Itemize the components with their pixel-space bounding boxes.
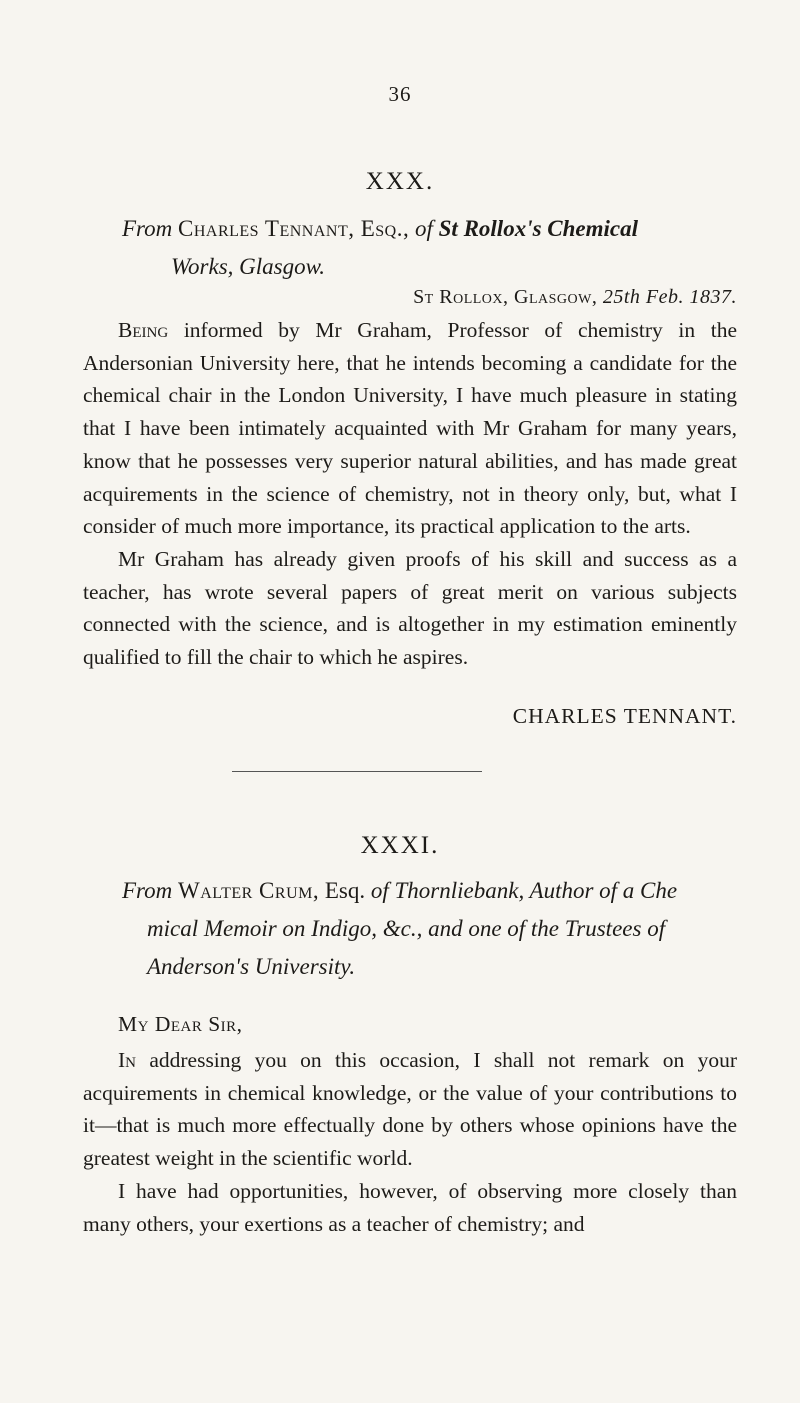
heading-from: From: [122, 216, 173, 241]
paragraph-text: informed by Mr Graham, Professor of chemistry in the Andersonian University here, that he intends becoming a candidate for the chemical chair in the London University, I have much pleasure in stating that I have been intimately acquainted with Mr Graham for many years, know that he possesses very superior natural abilities, and has made great acquirements in the science of chemistry, not in theory only, but, what I consider of much more importance, its practical application to the arts.: [83, 318, 737, 539]
heading-author-name: Walter Crum,: [178, 878, 320, 903]
heading-author-name: Charles Tennant, Esq.,: [178, 216, 410, 241]
dateline: [0, 286, 737, 309]
page-number: 36: [388, 82, 412, 106]
heading-of: of: [415, 216, 433, 241]
letter-number-xxx: XXX.: [365, 168, 435, 195]
section-divider: [232, 771, 482, 772]
heading-rest-line3: Anderson's University.: [147, 954, 356, 979]
paragraph: [83, 1044, 737, 1175]
heading-rest-line1: of Thornliebank, Author of a Che: [370, 878, 678, 903]
paragraph: Mr Graham has already given proofs of his skill and success as a teacher, has wrote several papers of great merit on various subjects connected with the science, and is altogether in my estimation eminently qualified to fill the chair to which he aspires.: [83, 546, 737, 670]
signature: CHARLES TENNANT.: [512, 704, 737, 728]
paragraph-lead-word: In: [118, 1048, 136, 1072]
heading-place: St Rollox's Chemical: [438, 216, 639, 241]
heading-esq: Esq.: [324, 878, 366, 903]
paragraph-text: addressing you on this occasion, I shall not remark on your acquirements in chemical knowledge, or the value of your contributions to it—that is much more effectually done by others whose opinions have the greatest weight in the scientific world.: [83, 1048, 737, 1171]
paragraph: [83, 314, 737, 543]
letter-number-xxxi: XXXI.: [360, 832, 440, 859]
dateline-place: St Rollox, Glasgow,: [413, 286, 598, 308]
letter-body-xxx: [83, 314, 737, 674]
letter-heading-xxxi: [122, 872, 742, 986]
heading-line2: Works, Glasgow.: [171, 254, 325, 279]
salutation: My Dear Sir,: [118, 1012, 243, 1036]
dateline-date: 25th Feb. 1837.: [602, 286, 737, 308]
paragraph: I have had opportunities, however, of observing more closely than many others, your exertions as a teacher of chemistry; and: [83, 1178, 737, 1236]
heading-from: From: [122, 878, 173, 903]
paragraph-lead-word: Being: [118, 318, 169, 342]
letter-body-xxxi: [83, 1044, 737, 1240]
heading-rest-line2: mical Memoir on Indigo, &c., and one of the Trustees of: [147, 916, 666, 941]
letter-heading-xxx: [122, 210, 712, 286]
